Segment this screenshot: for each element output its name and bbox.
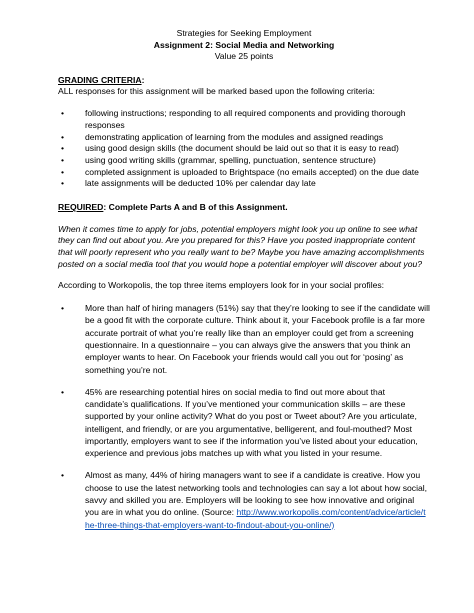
lead-in-text: According to Workopolis, the top three items employers look for in your social profiles: [58,280,385,291]
course-title: Strategies for Seeking Employment [176,28,312,38]
criteria-list [58,108,430,190]
grading-intro: ALL responses for this assignment will be marked based upon the following criteria: [58,86,375,97]
source-link[interactable]: http://www.workopolis.com/content/advice/article/the-three-things-that-employers-want-to-findout-about-you-online/) [85,507,426,530]
list-item [58,469,430,530]
assignment-title: Assignment 2: Social Media and Networking [153,39,335,50]
employer-items-list [58,302,430,531]
criteria-item: • completed assignment is uploaded to Brightspace (no emails accepted) on the due date [58,167,430,179]
grading-heading-colon: : [141,74,145,85]
required-label: REQUIRED [58,201,104,212]
required-text: : Complete Parts A and B of this Assignment. [103,201,288,212]
list-item: • More than half of hiring managers (51%) say that they’re looking to see if the candidate will be a good fit with the corporate culture. Think about it, your Facebook profile is a far more accurate portrait of what you’re really like than an employer could get from a screening questionnaire. In a questionnaire – you can always give the answers that you think an employer wants to hear. On Facebook your friends would call you out for ‘posing’ as something you’re not. [58,302,430,376]
document-header [58,28,430,63]
list-item-text: Almost as many, 44% of hiring managers want to see if a candidate is creative. How you choose to use the latest networking tools and technologies can say a lot about how social, savvy and skilled you are. Employers will be looking to see how innovative and original you are in what you do online. (Source: [85,470,428,518]
assignment-value: Value 25 points [214,51,274,62]
criteria-item: • late assignments will be deducted 10% per calendar day late [58,178,430,190]
required-line [58,202,430,214]
intro-paragraph: When it comes time to apply for jobs, potential employers might look you up online to see what they can find out about you. Are you prepared for this? Have you posted inappropriate content that will poorly represent who you really want to be? Maybe you have amazing accomplishments posted on a social media tool that you would hope a potential employer will discover about you? [58,223,425,269]
grading-heading [58,75,430,87]
criteria-item: • following instructions; responding to all required components and providing thorough responses [58,108,430,131]
grading-heading-label: GRADING CRITERIA [58,74,142,85]
criteria-item: • using good writing skills (grammar, spelling, punctuation, sentence structure) [58,155,430,167]
list-item: • 45% are researching potential hires on social media to find out more about that candidate’s qualifications. If you’ve mentioned your communication skills – are these supported by your online activity? What do you post or Tweet about? Are you articulate, intelligent, and friendly, or are you argumentative, belligerent, and foul-mouthed? Most importantly, employers want to see if the information you’ve listed about your education, experience and previous jobs matches up with what you listed in your resume. [58,386,430,460]
criteria-item: • demonstrating application of learning from the modules and assigned readings [58,132,430,144]
criteria-item: • using good design skills (the document should be laid out so that it is easy to read) [58,143,430,155]
